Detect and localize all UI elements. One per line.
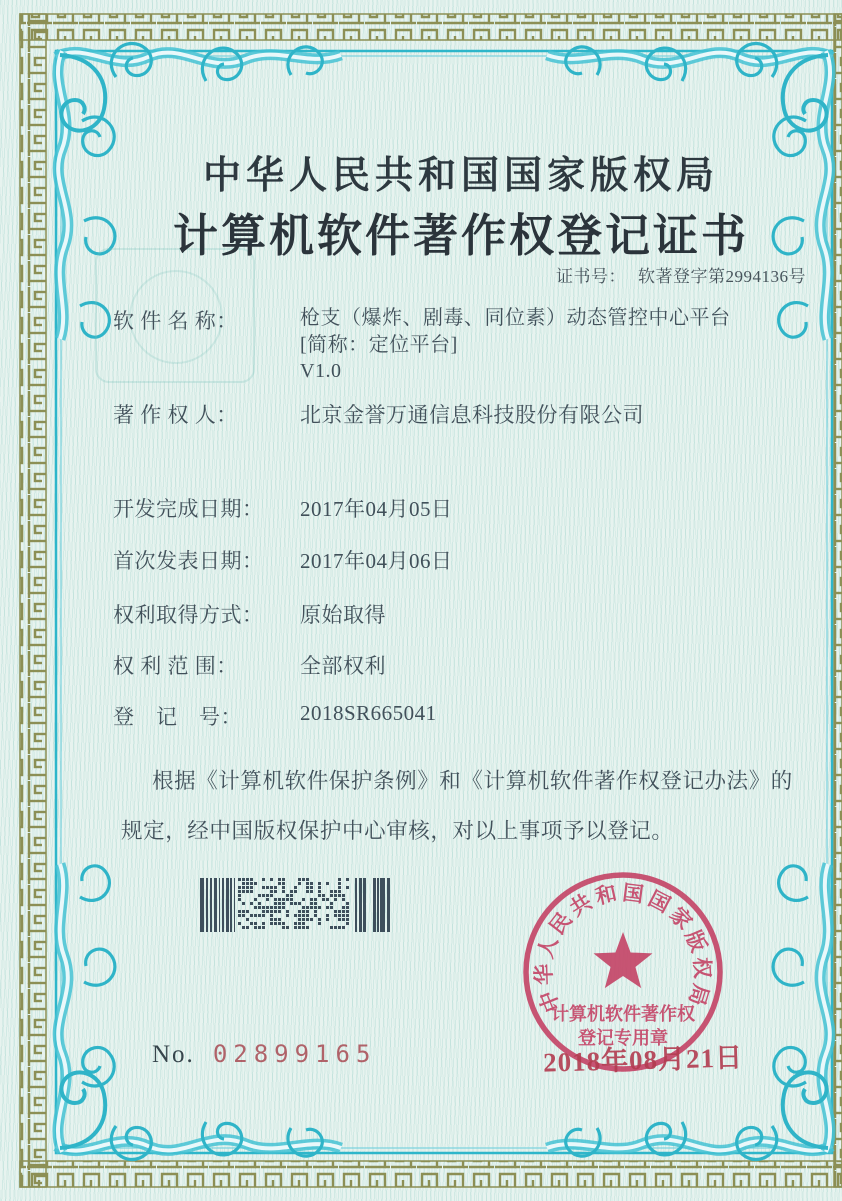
barcode <box>200 878 390 932</box>
seal-text-line1: 计算机软件著作权 <box>551 1004 695 1024</box>
registration-number-value: 2018SR665041 <box>300 701 437 725</box>
field-row-dev-complete-date <box>113 493 453 523</box>
software-short-name-value: [简称：定位平台] <box>300 333 458 356</box>
field-label-registration-number: 登 记 号： <box>113 705 242 729</box>
field-label-rights-acquisition: 权利取得方式： <box>113 603 264 627</box>
certificate-number-value: 软著登字第2994136号 <box>638 267 806 286</box>
seal-ring-text: 中华人民共和国国家版权局 <box>531 880 715 1016</box>
first-publish-date-value: 2017年04月06日 <box>300 549 453 573</box>
software-version-value: V1.0 <box>300 360 342 382</box>
field-label-rights-scope: 权 利 范 围： <box>113 654 238 678</box>
field-label-copyright-owner: 著 作 权 人： <box>113 403 238 427</box>
certificate-title: 计算机软件著作权登记证书 <box>172 211 749 261</box>
field-label-dev-complete-date: 开发完成日期： <box>113 497 264 521</box>
field-row-copyright-owner <box>113 399 644 429</box>
field-row-registration-number <box>113 701 437 731</box>
field-row-first-publish-date <box>113 545 453 575</box>
serial-number-row <box>152 1040 376 1069</box>
star-icon <box>594 932 653 988</box>
seal-text-line2: 登记专用章 <box>578 1028 668 1048</box>
dev-complete-date-value: 2017年04月05日 <box>300 497 453 521</box>
field-row-rights-acquisition <box>113 599 386 629</box>
certificate-number-label: 证书号： <box>556 267 626 286</box>
copyright-owner-value: 北京金誉万通信息科技股份有限公司 <box>300 403 644 427</box>
rights-scope-value: 全部权利 <box>300 654 386 678</box>
field-label-first-publish-date: 首次发表日期： <box>113 549 264 573</box>
certificate-number-row <box>556 262 806 287</box>
field-row-rights-scope <box>113 650 386 680</box>
rights-acquisition-value: 原始取得 <box>300 603 386 627</box>
seal-date: 2018年08月21日 <box>542 1042 744 1078</box>
registration-statement-line1: 根据《计算机软件保护条例》和《计算机软件著作权登记办法》的 <box>152 769 793 793</box>
field-row-software-name <box>113 305 731 385</box>
serial-number-value: 02899165 <box>212 1040 377 1068</box>
software-name-value: 枪支（爆炸、剧毒、同位素）动态管控中心平台 <box>300 307 731 329</box>
serial-number-label: No. <box>152 1041 195 1068</box>
authority-title: 中华人民共和国国家版权局 <box>202 155 719 197</box>
registration-statement-line2: 规定，经中国版权保护中心审核，对以上事项予以登记。 <box>121 819 674 843</box>
field-label-software-name: 软 件 名 称： <box>113 309 238 333</box>
